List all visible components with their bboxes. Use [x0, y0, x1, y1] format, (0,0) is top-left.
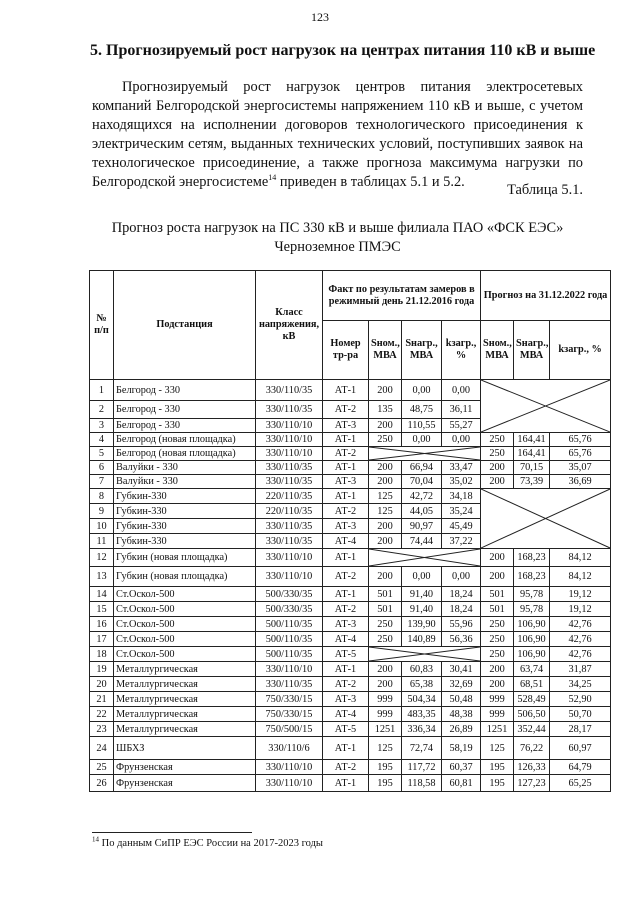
transformer-number: АТ-1	[323, 380, 369, 401]
fact-k-load: 50,48	[442, 692, 481, 707]
forecast-k-load: 65,25	[550, 775, 611, 792]
forecast-s-nom: 195	[481, 760, 514, 775]
header-substation: Подстанция	[114, 271, 256, 380]
voltage-class: 330/110/10	[256, 760, 323, 775]
voltage-class: 330/110/10	[256, 775, 323, 792]
row-number: 19	[90, 662, 114, 677]
forecast-s-load: 95,78	[514, 587, 550, 602]
voltage-class: 330/110/10	[256, 447, 323, 461]
fact-s-nom: 135	[369, 401, 402, 419]
forecast-k-load: 84,12	[550, 567, 611, 587]
fact-s-nom: 501	[369, 587, 402, 602]
table-row	[90, 461, 611, 475]
fact-s-load: 110,55	[402, 419, 442, 433]
table-title: Прогноз роста нагрузок на ПС 330 кВ и выше филиала ПАО «ФСК ЕЭС» Черноземное ПМЭС	[111, 220, 564, 255]
forecast-s-load: 127,23	[514, 775, 550, 792]
transformer-number: АТ-4	[323, 632, 369, 647]
forecast-s-nom: 1251	[481, 722, 514, 737]
fact-k-load: 35,24	[442, 504, 481, 519]
table-row	[90, 475, 611, 489]
transformer-number: АТ-2	[323, 602, 369, 617]
voltage-class: 330/110/10	[256, 419, 323, 433]
substation-name: Губкин-330	[114, 504, 256, 519]
header-s-nom: Sном., МВА	[369, 321, 402, 380]
load-forecast-table	[89, 270, 611, 792]
row-number: 6	[90, 461, 114, 475]
substation-name: Фрунзенская	[114, 760, 256, 775]
table-row	[90, 567, 611, 587]
substation-name: Ст.Оскол-500	[114, 632, 256, 647]
voltage-class: 330/110/35	[256, 534, 323, 549]
forecast-s-load: 168,23	[514, 549, 550, 567]
fact-s-load: 139,90	[402, 617, 442, 632]
table-row	[90, 722, 611, 737]
fact-s-nom: 999	[369, 692, 402, 707]
forecast-s-load: 506,50	[514, 707, 550, 722]
intro-line: технологическое присоединение, а также прогноза максимума нагрузки по	[92, 155, 583, 171]
fact-k-load: 35,02	[442, 475, 481, 489]
fact-k-load: 0,00	[442, 567, 481, 587]
fact-s-nom: 200	[369, 461, 402, 475]
page-number: 123	[311, 10, 329, 24]
row-number: 24	[90, 737, 114, 760]
fact-s-nom: 250	[369, 433, 402, 447]
table-row	[90, 662, 611, 677]
cross-mark-icon	[369, 549, 480, 566]
transformer-number: АТ-1	[323, 737, 369, 760]
row-number: 3	[90, 419, 114, 433]
forecast-s-nom: 250	[481, 617, 514, 632]
fact-s-nom: 125	[369, 504, 402, 519]
fact-s-load: 91,40	[402, 602, 442, 617]
intro-line: Прогнозируемый рост нагрузок центров питания электросетевых	[122, 79, 583, 95]
row-number: 10	[90, 519, 114, 534]
fact-k-load: 37,22	[442, 534, 481, 549]
fact-s-nom: 200	[369, 380, 402, 401]
fact-s-load: 336,34	[402, 722, 442, 737]
forecast-s-nom: 250	[481, 433, 514, 447]
row-number: 8	[90, 489, 114, 504]
forecast-k-load: 34,25	[550, 677, 611, 692]
row-number: 2	[90, 401, 114, 419]
fact-k-load: 26,89	[442, 722, 481, 737]
forecast-s-nom: 200	[481, 475, 514, 489]
forecast-s-load: 95,78	[514, 602, 550, 617]
transformer-number: АТ-3	[323, 617, 369, 632]
transformer-number: АТ-2	[323, 504, 369, 519]
transformer-number: АТ-5	[323, 647, 369, 662]
substation-name: Валуйки - 330	[114, 475, 256, 489]
substation-name: Фрунзенская	[114, 775, 256, 792]
forecast-s-nom: 200	[481, 567, 514, 587]
fact-k-load: 34,18	[442, 489, 481, 504]
not-applicable-cross	[369, 647, 481, 662]
transformer-number: АТ-2	[323, 760, 369, 775]
transformer-number: АТ-1	[323, 461, 369, 475]
fact-s-nom: 200	[369, 534, 402, 549]
fact-s-nom: 250	[369, 617, 402, 632]
forecast-s-load: 63,74	[514, 662, 550, 677]
fact-s-nom: 125	[369, 489, 402, 504]
footnote	[92, 835, 323, 849]
fact-s-load: 483,35	[402, 707, 442, 722]
fact-k-load: 18,24	[442, 602, 481, 617]
forecast-s-load: 352,44	[514, 722, 550, 737]
row-number: 21	[90, 692, 114, 707]
forecast-k-load: 19,12	[550, 587, 611, 602]
transformer-number: АТ-1	[323, 489, 369, 504]
row-number: 17	[90, 632, 114, 647]
substation-name: Губкин (новая площадка)	[114, 549, 256, 567]
fact-s-nom: 125	[369, 737, 402, 760]
transformer-number: АТ-4	[323, 534, 369, 549]
voltage-class: 330/110/35	[256, 519, 323, 534]
forecast-k-load: 42,76	[550, 632, 611, 647]
substation-name: Ст.Оскол-500	[114, 587, 256, 602]
voltage-class: 330/110/35	[256, 401, 323, 419]
fact-s-load: 117,72	[402, 760, 442, 775]
fact-s-load: 42,72	[402, 489, 442, 504]
substation-name: Валуйки - 330	[114, 461, 256, 475]
forecast-s-nom: 250	[481, 447, 514, 461]
fact-k-load: 33,47	[442, 461, 481, 475]
fact-s-load: 0,00	[402, 380, 442, 401]
table-row	[90, 617, 611, 632]
transformer-number: АТ-2	[323, 677, 369, 692]
substation-name: Металлургическая	[114, 677, 256, 692]
fact-k-load: 45,49	[442, 519, 481, 534]
voltage-class: 750/330/15	[256, 692, 323, 707]
transformer-number: АТ-1	[323, 775, 369, 792]
transformer-number: АТ-2	[323, 567, 369, 587]
fact-s-load: 70,04	[402, 475, 442, 489]
voltage-class: 330/110/10	[256, 549, 323, 567]
header-fact-group: Факт по результатам замеров в режимный день 21.12.2016 года	[323, 271, 481, 321]
table-row	[90, 433, 611, 447]
fact-s-nom: 200	[369, 567, 402, 587]
forecast-s-load: 528,49	[514, 692, 550, 707]
fact-k-load: 36,11	[442, 401, 481, 419]
fact-s-load: 0,00	[402, 567, 442, 587]
forecast-s-load: 73,39	[514, 475, 550, 489]
voltage-class: 330/110/10	[256, 433, 323, 447]
header-voltage-class: Класс напряжения, кВ	[256, 271, 323, 380]
forecast-k-load: 19,12	[550, 602, 611, 617]
forecast-k-load: 52,90	[550, 692, 611, 707]
substation-name: Губкин-330	[114, 534, 256, 549]
header-transformer: Номер тр-ра	[323, 321, 369, 380]
fact-k-load: 0,00	[442, 380, 481, 401]
header-k-load: kзагр., %	[442, 321, 481, 380]
intro-paragraph	[92, 78, 583, 192]
table-row	[90, 775, 611, 792]
intro-line: компаний Белгородской энергосистемы напряжением 110 кВ и выше, с учетом	[92, 98, 583, 114]
forecast-k-load: 65,76	[550, 433, 611, 447]
table-row	[90, 760, 611, 775]
transformer-number: АТ-3	[323, 475, 369, 489]
voltage-class: 220/110/35	[256, 489, 323, 504]
forecast-k-load: 84,12	[550, 549, 611, 567]
fact-k-load: 60,81	[442, 775, 481, 792]
row-number: 1	[90, 380, 114, 401]
fact-s-nom: 200	[369, 677, 402, 692]
fact-k-load: 48,38	[442, 707, 481, 722]
header-s-load: Sнагр., МВА	[402, 321, 442, 380]
substation-name: Белгород (новая площадка)	[114, 433, 256, 447]
table-label: Таблица 5.1.	[507, 182, 583, 198]
header-k-load-forecast: kзагр., %	[550, 321, 611, 380]
forecast-k-load: 42,76	[550, 647, 611, 662]
cross-mark-icon	[481, 380, 610, 432]
fact-s-load: 60,83	[402, 662, 442, 677]
forecast-s-load: 106,90	[514, 632, 550, 647]
row-number: 13	[90, 567, 114, 587]
forecast-k-load: 60,97	[550, 737, 611, 760]
intro-line: находящихся на исполнении договоров технологического присоединения к	[92, 117, 583, 133]
transformer-number: АТ-1	[323, 587, 369, 602]
substation-name: Губкин-330	[114, 489, 256, 504]
fact-k-load: 30,41	[442, 662, 481, 677]
not-applicable-cross	[369, 549, 481, 567]
fact-s-nom: 200	[369, 519, 402, 534]
voltage-class: 750/330/15	[256, 707, 323, 722]
footnote-divider	[92, 832, 252, 833]
table-row	[90, 447, 611, 461]
forecast-s-nom: 250	[481, 632, 514, 647]
row-number: 22	[90, 707, 114, 722]
forecast-s-load: 126,33	[514, 760, 550, 775]
transformer-number: АТ-5	[323, 722, 369, 737]
voltage-class: 330/110/10	[256, 567, 323, 587]
cross-mark-icon	[481, 489, 610, 548]
fact-s-nom: 501	[369, 602, 402, 617]
fact-s-load: 65,38	[402, 677, 442, 692]
row-number: 25	[90, 760, 114, 775]
row-number: 9	[90, 504, 114, 519]
row-number: 20	[90, 677, 114, 692]
forecast-s-nom: 200	[481, 677, 514, 692]
transformer-number: АТ-1	[323, 433, 369, 447]
substation-name: Металлургическая	[114, 707, 256, 722]
forecast-s-nom: 999	[481, 692, 514, 707]
intro-text: Белгородской энергосистеме	[92, 174, 269, 190]
fact-s-load: 44,05	[402, 504, 442, 519]
transformer-number: АТ-2	[323, 401, 369, 419]
header-forecast-group: Прогноз на 31.12.2022 года	[481, 271, 611, 321]
transformer-number: АТ-1	[323, 549, 369, 567]
substation-name: Металлургическая	[114, 692, 256, 707]
footnote-text: По данным СиПР ЕЭС России на 2017-2023 годы	[99, 838, 323, 849]
fact-s-load: 504,34	[402, 692, 442, 707]
header-s-nom-forecast: Sном., МВА	[481, 321, 514, 380]
forecast-s-nom: 501	[481, 602, 514, 617]
row-number: 23	[90, 722, 114, 737]
fact-k-load: 18,24	[442, 587, 481, 602]
not-applicable-cross	[481, 489, 611, 549]
table-row	[90, 692, 611, 707]
row-number: 4	[90, 433, 114, 447]
transformer-number: АТ-2	[323, 447, 369, 461]
cross-mark-icon	[369, 647, 480, 661]
voltage-class: 750/500/15	[256, 722, 323, 737]
transformer-number: АТ-1	[323, 662, 369, 677]
fact-s-load: 66,94	[402, 461, 442, 475]
row-number: 26	[90, 775, 114, 792]
forecast-k-load: 31,87	[550, 662, 611, 677]
voltage-class: 500/110/35	[256, 617, 323, 632]
table-row	[90, 647, 611, 662]
forecast-s-load: 76,22	[514, 737, 550, 760]
header-s-load-forecast: Sнагр., МВА	[514, 321, 550, 380]
voltage-class: 330/110/35	[256, 380, 323, 401]
forecast-s-load: 164,41	[514, 433, 550, 447]
fact-s-load: 72,74	[402, 737, 442, 760]
voltage-class: 500/330/35	[256, 587, 323, 602]
forecast-s-load: 164,41	[514, 447, 550, 461]
fact-k-load: 60,37	[442, 760, 481, 775]
substation-name: Ст.Оскол-500	[114, 617, 256, 632]
footnote-reference[interactable]: 14	[268, 173, 277, 183]
row-number: 15	[90, 602, 114, 617]
forecast-s-nom: 250	[481, 647, 514, 662]
substation-name: Белгород - 330	[114, 380, 256, 401]
fact-s-nom: 200	[369, 475, 402, 489]
not-applicable-cross	[481, 380, 611, 433]
fact-s-load: 0,00	[402, 433, 442, 447]
header-num: № п/п	[90, 271, 114, 380]
transformer-number: АТ-3	[323, 419, 369, 433]
fact-s-load: 91,40	[402, 587, 442, 602]
voltage-class: 330/110/35	[256, 475, 323, 489]
forecast-s-load: 68,51	[514, 677, 550, 692]
table-row	[90, 587, 611, 602]
voltage-class: 330/110/10	[256, 662, 323, 677]
intro-text-tail: приведен в таблицах 5.1 и 5.2.	[276, 174, 465, 190]
forecast-s-load: 106,90	[514, 617, 550, 632]
intro-line: электрическим сетям, выданных технических условий, поступивших заявок на	[92, 136, 583, 152]
substation-name: Ст.Оскол-500	[114, 602, 256, 617]
substation-name: Губкин (новая площадка)	[114, 567, 256, 587]
section-title: 5. Прогнозируемый рост нагрузок на центрах питания 110 кВ и выше	[90, 42, 596, 59]
substation-name: Губкин-330	[114, 519, 256, 534]
cross-mark-icon	[369, 447, 480, 460]
fact-s-load: 74,44	[402, 534, 442, 549]
table-row	[90, 632, 611, 647]
table-row	[90, 549, 611, 567]
forecast-s-nom: 195	[481, 775, 514, 792]
row-number: 18	[90, 647, 114, 662]
substation-name: Металлургическая	[114, 722, 256, 737]
forecast-s-load: 70,15	[514, 461, 550, 475]
not-applicable-cross	[369, 447, 481, 461]
voltage-class: 500/110/35	[256, 647, 323, 662]
forecast-s-load: 106,90	[514, 647, 550, 662]
row-number: 5	[90, 447, 114, 461]
fact-s-nom: 195	[369, 760, 402, 775]
fact-s-load: 118,58	[402, 775, 442, 792]
voltage-class: 500/330/35	[256, 602, 323, 617]
table-row	[90, 677, 611, 692]
fact-k-load: 32,69	[442, 677, 481, 692]
voltage-class: 330/110/6	[256, 737, 323, 760]
forecast-s-nom: 200	[481, 662, 514, 677]
voltage-class: 500/110/35	[256, 632, 323, 647]
substation-name: Ст.Оскол-500	[114, 647, 256, 662]
table-row	[90, 602, 611, 617]
fact-s-nom: 999	[369, 707, 402, 722]
forecast-s-nom: 125	[481, 737, 514, 760]
forecast-s-load: 168,23	[514, 567, 550, 587]
table-row	[90, 737, 611, 760]
forecast-s-nom: 501	[481, 587, 514, 602]
substation-name: Белгород - 330	[114, 401, 256, 419]
voltage-class: 330/110/35	[256, 461, 323, 475]
forecast-k-load: 35,07	[550, 461, 611, 475]
table-row	[90, 489, 611, 504]
forecast-s-nom: 200	[481, 461, 514, 475]
substation-name: Белгород - 330	[114, 419, 256, 433]
row-number: 14	[90, 587, 114, 602]
forecast-k-load: 64,79	[550, 760, 611, 775]
fact-k-load: 56,36	[442, 632, 481, 647]
voltage-class: 220/110/35	[256, 504, 323, 519]
fact-s-nom: 1251	[369, 722, 402, 737]
transformer-number: АТ-3	[323, 519, 369, 534]
fact-s-load: 90,97	[402, 519, 442, 534]
forecast-k-load: 65,76	[550, 447, 611, 461]
row-number: 7	[90, 475, 114, 489]
transformer-number: АТ-3	[323, 692, 369, 707]
substation-name: Белгород (новая площадка)	[114, 447, 256, 461]
fact-s-nom: 250	[369, 632, 402, 647]
table-body	[90, 380, 611, 792]
row-number: 11	[90, 534, 114, 549]
table-row	[90, 707, 611, 722]
forecast-k-load: 42,76	[550, 617, 611, 632]
row-number: 12	[90, 549, 114, 567]
fact-s-load: 140,89	[402, 632, 442, 647]
forecast-s-nom: 200	[481, 549, 514, 567]
row-number: 16	[90, 617, 114, 632]
substation-name: Металлургическая	[114, 662, 256, 677]
fact-s-nom: 200	[369, 662, 402, 677]
fact-k-load: 0,00	[442, 433, 481, 447]
fact-s-nom: 200	[369, 419, 402, 433]
fact-k-load: 55,27	[442, 419, 481, 433]
substation-name: ШБХЗ	[114, 737, 256, 760]
fact-s-load: 48,75	[402, 401, 442, 419]
voltage-class: 330/110/35	[256, 677, 323, 692]
fact-k-load: 55,96	[442, 617, 481, 632]
fact-s-nom: 195	[369, 775, 402, 792]
forecast-k-load: 36,69	[550, 475, 611, 489]
table-row	[90, 380, 611, 401]
fact-k-load: 58,19	[442, 737, 481, 760]
forecast-s-nom: 999	[481, 707, 514, 722]
forecast-k-load: 50,70	[550, 707, 611, 722]
footnote-mark: 14	[92, 835, 99, 844]
transformer-number: АТ-4	[323, 707, 369, 722]
forecast-k-load: 28,17	[550, 722, 611, 737]
